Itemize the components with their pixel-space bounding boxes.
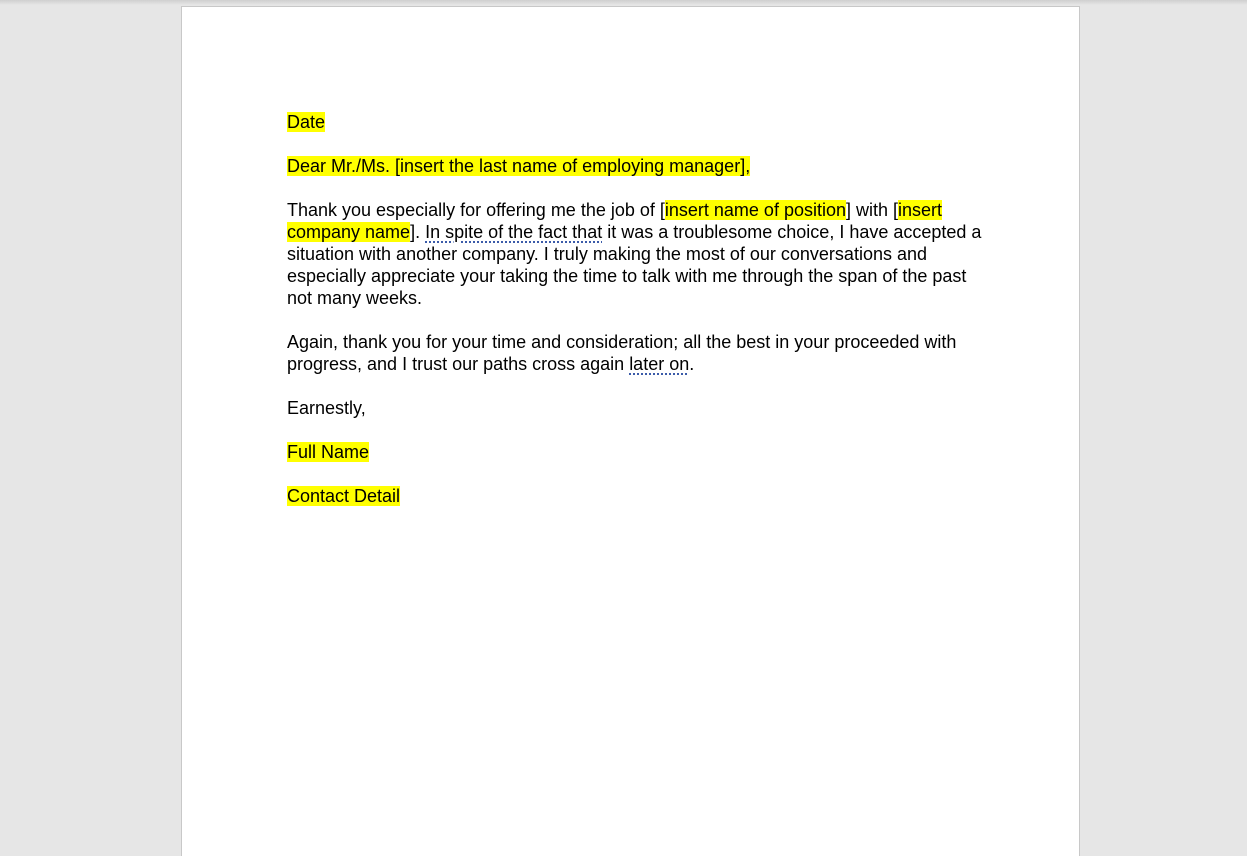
text-line: not many weeks. (287, 288, 423, 308)
text-run: Thank you especially for offering me the job of [ (287, 200, 665, 220)
grammar-suggestion[interactable]: later on (629, 354, 690, 374)
text-line: Again, thank you for your time and consideration; all the best in your proceeded with (287, 332, 957, 352)
text-run: . (689, 354, 695, 374)
text-run: progress, and I trust our paths cross again (287, 354, 630, 374)
text-line: situation with another company. I truly making the most of our conversations and (287, 244, 927, 264)
text-run: ] with [ (846, 200, 899, 220)
date-placeholder: Date (287, 112, 326, 132)
salutation-placeholder: Dear Mr./Ms. [insert the last name of employing manager], (287, 156, 751, 176)
full-name-placeholder: Full Name (287, 442, 370, 462)
position-placeholder: insert name of position (664, 200, 846, 220)
company-placeholder-start: insert (898, 200, 943, 220)
closing-text: Earnestly, (287, 398, 366, 418)
contact-detail-placeholder: Contact Detail (287, 486, 401, 506)
date-line[interactable] (287, 111, 987, 133)
paragraph-offer[interactable] (287, 199, 987, 309)
paragraph-thanks[interactable] (287, 331, 987, 375)
salutation-line[interactable] (287, 155, 987, 177)
grammar-suggestion[interactable]: In spite of the fact that (425, 222, 603, 242)
company-placeholder-end: company name (287, 222, 411, 242)
letter-body[interactable] (287, 111, 987, 529)
text-run: ]. (410, 222, 426, 242)
text-run: it was a troublesome choice, I have accepted a (602, 222, 982, 242)
text-line: especially appreciate your taking the time to talk with me through the span of the past (287, 266, 967, 286)
contact-detail-line[interactable] (287, 485, 987, 507)
closing-line[interactable] (287, 397, 987, 419)
toolbar-shadow (0, 0, 1247, 5)
document-page[interactable] (181, 6, 1080, 856)
full-name-line[interactable] (287, 441, 987, 463)
